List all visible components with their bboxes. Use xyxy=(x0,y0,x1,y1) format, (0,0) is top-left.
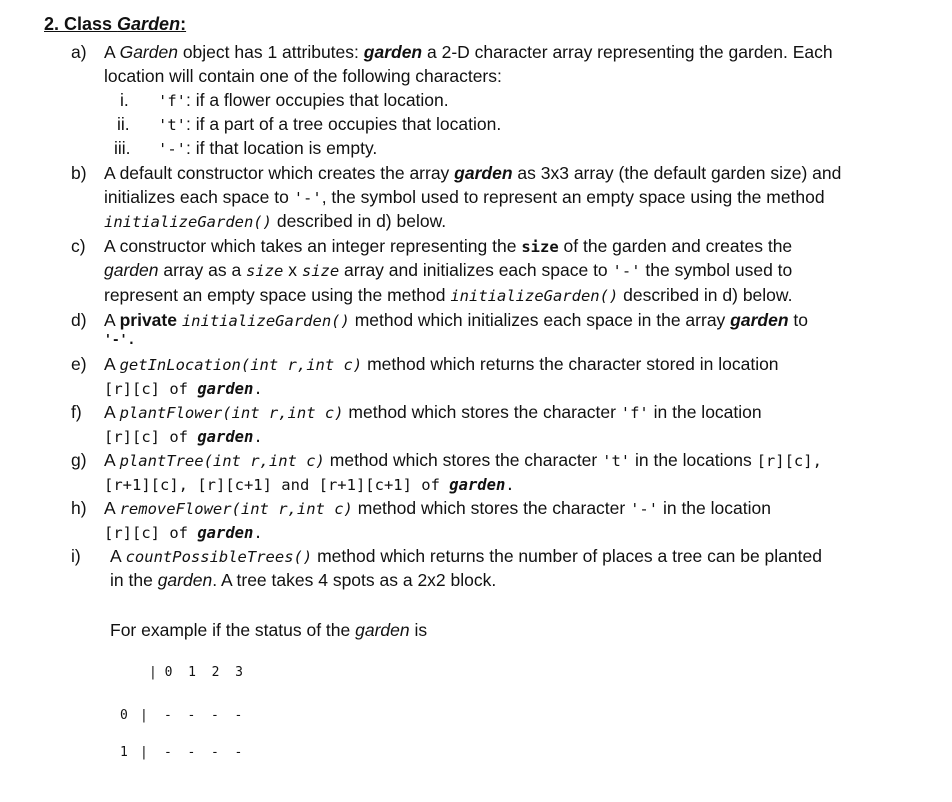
sub-item-text: 'f': if a flower occupies that location. xyxy=(158,90,449,110)
item-label-c: c) xyxy=(71,236,86,256)
item-i-line-2: in the garden. A tree takes 4 spots as a 2x2 block. xyxy=(110,570,497,590)
item-e-line-1: A getInLocation(int r,int c) method which returns the character stored in location xyxy=(104,354,779,374)
item-a-line-2: location will contain one of the following characters: xyxy=(104,66,502,86)
item-d-line-2: '-'. xyxy=(104,333,136,348)
item-label-b: b) xyxy=(71,163,87,183)
example-intro: For example if the status of the garden is xyxy=(110,620,428,640)
sub-item-num: i. xyxy=(120,90,129,110)
item-c-line-3: represent an empty space using the method initializeGarden() described in d) below. xyxy=(104,285,793,305)
item-label-g: g) xyxy=(71,450,87,470)
grid-row-index: 1 xyxy=(120,745,128,760)
item-b-line-2: initializes each space to '-', the symbol used to represent an empty space using the method xyxy=(104,187,825,207)
sub-item-num: iii. xyxy=(114,138,131,158)
item-label-f: f) xyxy=(71,402,82,422)
item-label-d: d) xyxy=(71,310,87,330)
item-label-e: e) xyxy=(71,354,87,374)
item-c-line-1: A constructor which takes an integer representing the size of the garden and creates the xyxy=(104,236,793,256)
item-c-line-2: garden array as a size x size array and initializes each space to '-' the symbol used to xyxy=(104,260,793,280)
grid-row-index: 0 xyxy=(120,708,128,723)
item-d-line-1: A private initializeGarden() method which initializes each space in the array garden to xyxy=(104,310,808,330)
item-i-line-1: A countPossibleTrees() method which returns the number of places a tree can be planted xyxy=(110,546,822,566)
item-e-line-2: [r][c] of garden. xyxy=(104,380,263,398)
item-g-line-1: A plantTree(int r,int c) method which stores the character 't' in the locations [r][c], xyxy=(104,450,822,470)
item-label-a: a) xyxy=(71,42,87,62)
section-title: 2. Class Garden: xyxy=(44,14,187,34)
item-f-line-2: [r][c] of garden. xyxy=(104,428,263,446)
item-f-line-1: A plantFlower(int r,int c) method which stores the character 'f' in the location xyxy=(104,402,762,422)
sub-item-text: 't': if a part of a tree occupies that location. xyxy=(158,114,502,134)
grid-row-separator: | xyxy=(140,745,148,760)
item-h-line-2: [r][c] of garden. xyxy=(104,524,263,542)
grid-row-cells: - - - - xyxy=(164,708,243,723)
item-b-line-3: initializeGarden() described in d) below. xyxy=(104,211,447,231)
item-g-line-2: [r+1][c], [r][c+1] and [r+1][c+1] of garden. xyxy=(104,476,515,494)
item-b-line-1: A default constructor which creates the array garden as 3x3 array (the default garden size) and xyxy=(104,163,842,183)
item-a-line-1: A Garden object has 1 attributes: garden a 2-D character array representing the garden. Each xyxy=(104,42,833,62)
grid-header: | 0 1 2 3 xyxy=(149,665,243,680)
item-h-line-1: A removeFlower(int r,int c) method which stores the character '-' in the location xyxy=(104,498,771,518)
grid-row-separator: | xyxy=(140,708,148,723)
item-label-i: i) xyxy=(71,546,81,566)
item-label-h: h) xyxy=(71,498,87,518)
grid-row-cells: - - - - xyxy=(164,745,243,760)
sub-item-text: '-': if that location is empty. xyxy=(158,138,378,158)
sub-item-num: ii. xyxy=(117,114,130,134)
